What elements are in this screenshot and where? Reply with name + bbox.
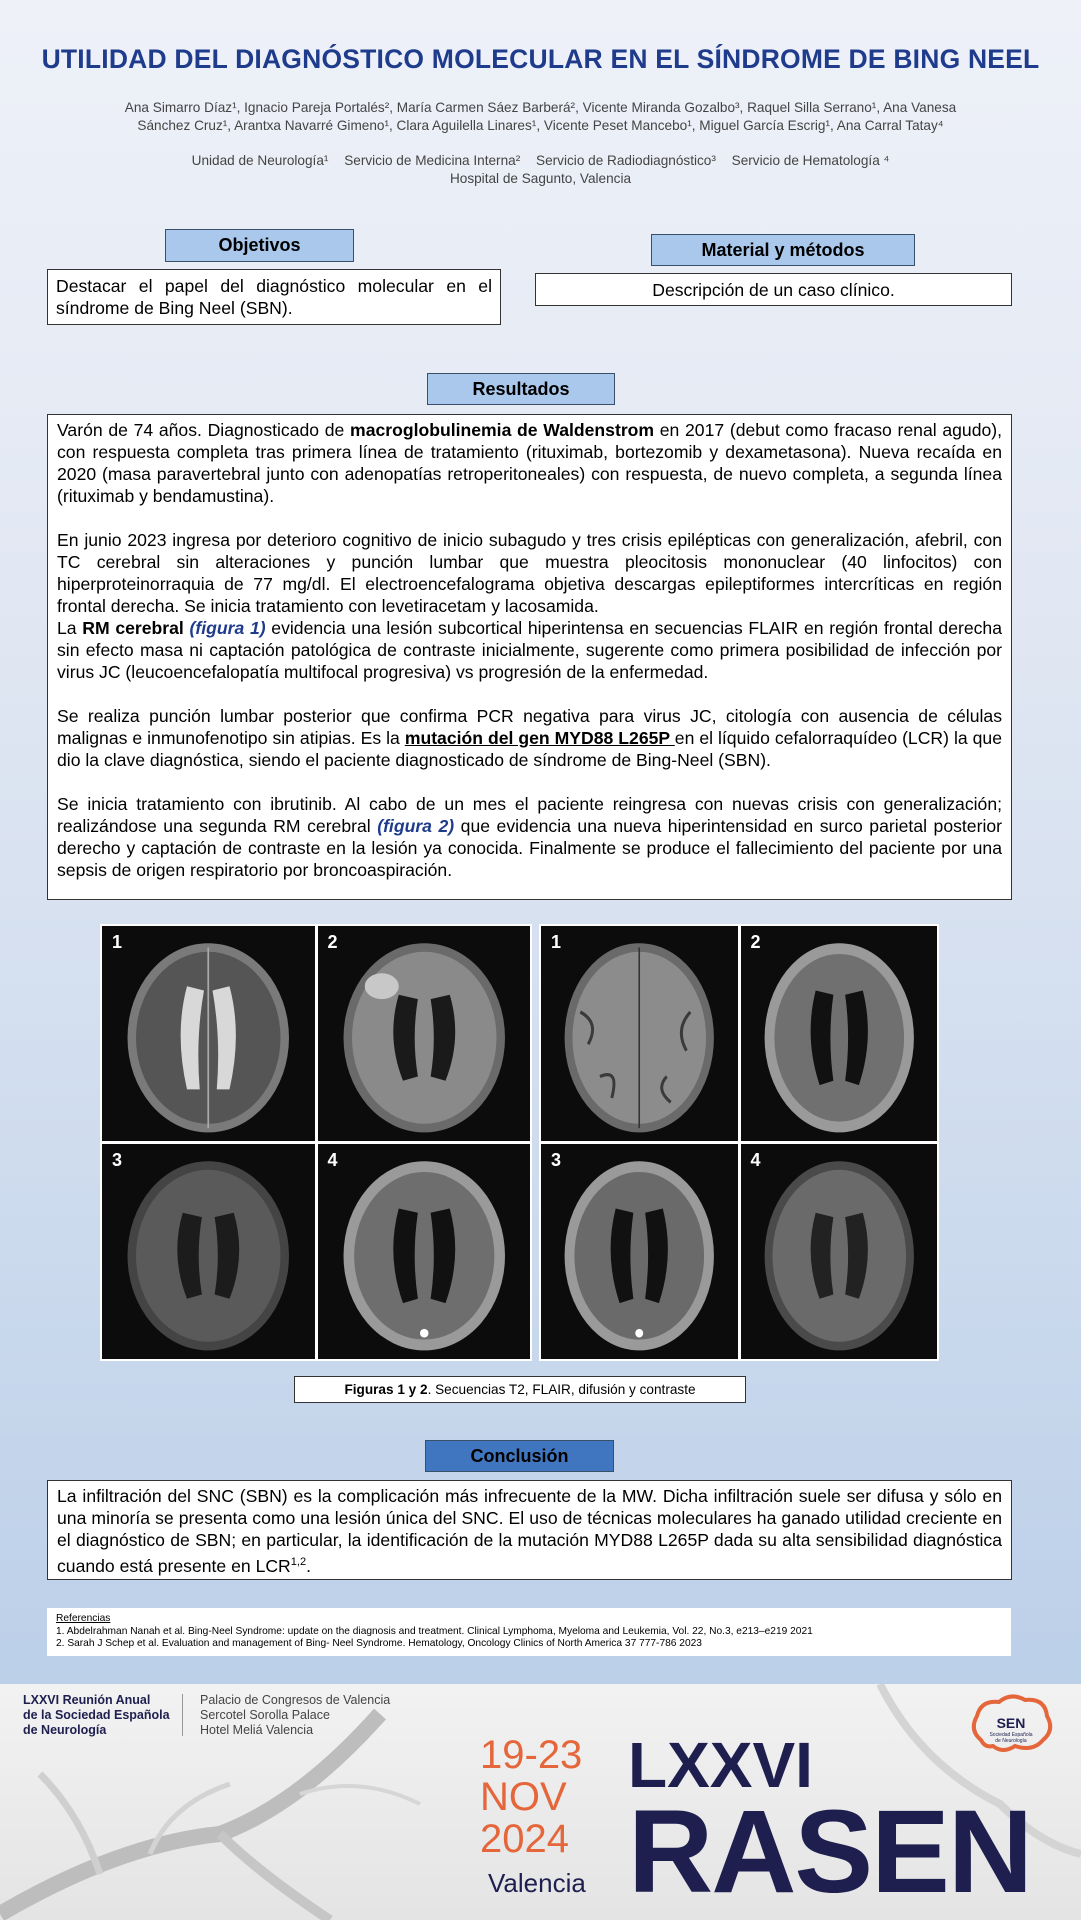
mri-image-fig2-1 xyxy=(541,926,738,1141)
venue-list: Palacio de Congresos de Valencia Sercotel Sorolla Palace Hotel Meliá Valencia xyxy=(200,1693,391,1737)
affiliations xyxy=(80,152,1001,188)
resultados-paragraph-1: Varón de 74 años. Diagnosticado de macroglobulinemia de Waldenstrom en 2017 (debut como fracaso renal agudo), con respuesta completa tras primera línea de tratamiento (rituximab, bortezomib y dexametasona). Nueva recaída en 2020 (masa paravertebral junto con adenopatías retroperitoneales) con respuesta, de nuevo completa, a segunda línea (rituximab y bendamustina). xyxy=(57,420,1003,506)
affiliation-hematologia: Servicio de Hematología ⁴ xyxy=(731,153,890,168)
mri-image-fig1-1 xyxy=(102,926,315,1141)
resultados-paragraph-2: En junio 2023 ingresa por deterioro cognitivo de inicio subagudo y tres crisis epilépticas con generalización, afebril, con TC cerebral sin alteraciones y punción lumbar que muestra pleocitosis mononuclear (40 linfocitos) con hiperproteinorraquia de 77 mg/dl. El electroencefalograma objetiva descargas epileptiformes intercríticas en región frontal derecha. Se inicia tratamiento con levetiracetam y lacosamida. xyxy=(57,530,1002,616)
congress-banner xyxy=(0,1684,1081,1920)
authors-line-2: Sánchez Cruz¹, Arantxa Navarré Gimeno¹, Clara Aguilella Linares¹, Vicente Peset Mancebo¹, Miguel García Escrig¹, Ana Carral Tatay⁴ xyxy=(137,118,944,133)
sen-logo: SEN Sociedad Española de Neurología xyxy=(963,1690,1059,1760)
affiliation-units xyxy=(80,152,1001,170)
fig2-image-label-3: 3 xyxy=(551,1150,562,1170)
fig1-image-label-3: 3 xyxy=(112,1150,123,1170)
fig2-image-label-1: 1 xyxy=(551,932,562,952)
figure-caption: Figuras 1 y 2 . Secuencias T2, FLAIR, difusión y contraste xyxy=(294,1376,746,1403)
resultados-header: Resultados xyxy=(427,373,615,405)
material-text: Descripción de un caso clínico. xyxy=(535,273,1012,306)
references-title: Referencias xyxy=(56,1613,111,1624)
material-header: Material y métodos xyxy=(651,234,915,266)
affiliation-neurologia: Unidad de Neurología¹ xyxy=(191,153,329,168)
mri-image-fig2-3 xyxy=(541,1144,738,1359)
fig2-image-label-2: 2 xyxy=(750,932,761,952)
conclusion-text: La infiltración del SNC (SBN) es la complicación más infrecuente de la MW. Dicha infiltración suele ser difusa y sólo en una minoría se presenta como una lesión única del SNC. El uso de técnicas moleculares ha ganado utilidad creciente en el diagnóstico de SBN; en particular, la identificación de la mutación MYD88 L265P dada su alta sensibilidad diagnóstica cuando está presente en LCR$^{1,2}$. xyxy=(47,1480,1012,1580)
affiliation-hospital: Hospital de Sagunto, Valencia xyxy=(449,171,632,186)
congress-acronym: RASEN xyxy=(628,1786,1032,1918)
footer-divider xyxy=(182,1694,183,1736)
conclusion-header: Conclusión xyxy=(425,1440,614,1472)
mri-image-fig1-2 xyxy=(318,926,531,1141)
fig1-image-label-2: 2 xyxy=(327,932,338,952)
objetivos-header: Objetivos xyxy=(165,229,354,262)
figure-2-link: (figura 2) xyxy=(377,816,455,836)
references xyxy=(47,1608,1011,1656)
mri-image-fig1-4 xyxy=(318,1144,531,1359)
fig1-image-label-1: 1 xyxy=(112,932,123,952)
resultados-paragraph-4: Se realiza punción lumbar posterior que confirma PCR negativa para virus JC, citología con ausencia de células malignas e inmunofenotipo sin atipias. Es la mutación del gen MYD88 L265P en el líquido cefalorraquídeo (LCR) la que dio la clave diagnóstica, siendo el paciente diagnosticado de síndrome de Bing-Neel (SBN). xyxy=(57,706,1002,770)
fig2-image-label-4: 4 xyxy=(750,1150,761,1170)
reference-1: 1. Abdelrahman Nanah et al. Bing-Neel Syndrome: update on the diagnosis and treatment. Clinical Lymphoma, Myeloma and Leukemia, Vol. 22, No.3, e213–e219 2021 xyxy=(56,1625,813,1637)
authors-line-1: Ana Simarro Díaz¹, Ignacio Pareja Portalés², María Carmen Sáez Barberá², Vicente Miranda Gozalbo³, Raquel Silla Serrano¹, Ana Vanesa xyxy=(124,100,957,115)
congress-date: 19-23 NOV 2024 xyxy=(480,1733,583,1861)
congress-number: LXXVI xyxy=(628,1729,813,1801)
figure-1-link: (figura 1) xyxy=(189,618,266,638)
resultados-text xyxy=(47,414,1012,900)
mri-image-fig1-3 xyxy=(102,1144,315,1359)
meeting-name: LXXVI Reunión Anual de la Sociedad Española de Neurología xyxy=(23,1693,170,1737)
fig1-image-label-4: 4 xyxy=(327,1150,338,1170)
authors xyxy=(80,99,1001,135)
congress-city: Valencia xyxy=(488,1868,586,1898)
mri-image-fig2-4 xyxy=(741,1144,938,1359)
figure-1-panel xyxy=(100,924,532,1361)
reference-2: 2. Sarah J Schep et al. Evaluation and management of Bing- Neel Syndrome. Hematology, Oncology Clinics of North America 37 777-786 2023 xyxy=(56,1638,702,1649)
poster-title: UTILIDAD DEL DIAGNÓSTICO MOLECULAR EN EL SÍNDROME DE BING NEEL xyxy=(41,44,1040,74)
affiliation-medicina-interna: Servicio de Medicina Interna² xyxy=(344,153,521,168)
affiliation-radiodiagnostico: Servicio de Radiodiagnóstico³ xyxy=(536,153,716,168)
resultados-paragraph-5: Se inicia tratamiento con ibrutinib. Al cabo de un mes el paciente reingresa con nuevas crisis con generalización; realizándose una segunda RM cerebral (figura 2) que evidencia una nueva hiperintensidad en surco parietal posterior derecho y captación de contraste en la lesión ya conocida. Finalmente se produce el fallecimiento del paciente por una sepsis de origen respiratorio por broncoaspiración. xyxy=(57,794,1002,880)
resultados-paragraph-3: La RM cerebral (figura 1) evidencia una lesión subcortical hiperintensa en secuencias FLAIR en región frontal derecha sin efecto masa ni captación patológica de contraste inicialmente, sugerente como primera posibilidad de infección por virus JC (leucoencefalopatía multifocal progresiva) vs progresión de la enfermedad. xyxy=(57,618,1003,682)
mri-image-fig2-2 xyxy=(741,926,938,1141)
figure-2-panel xyxy=(539,924,939,1361)
objetivos-text: Destacar el papel del diagnóstico molecular en el síndrome de Bing Neel (SBN). xyxy=(47,269,501,325)
